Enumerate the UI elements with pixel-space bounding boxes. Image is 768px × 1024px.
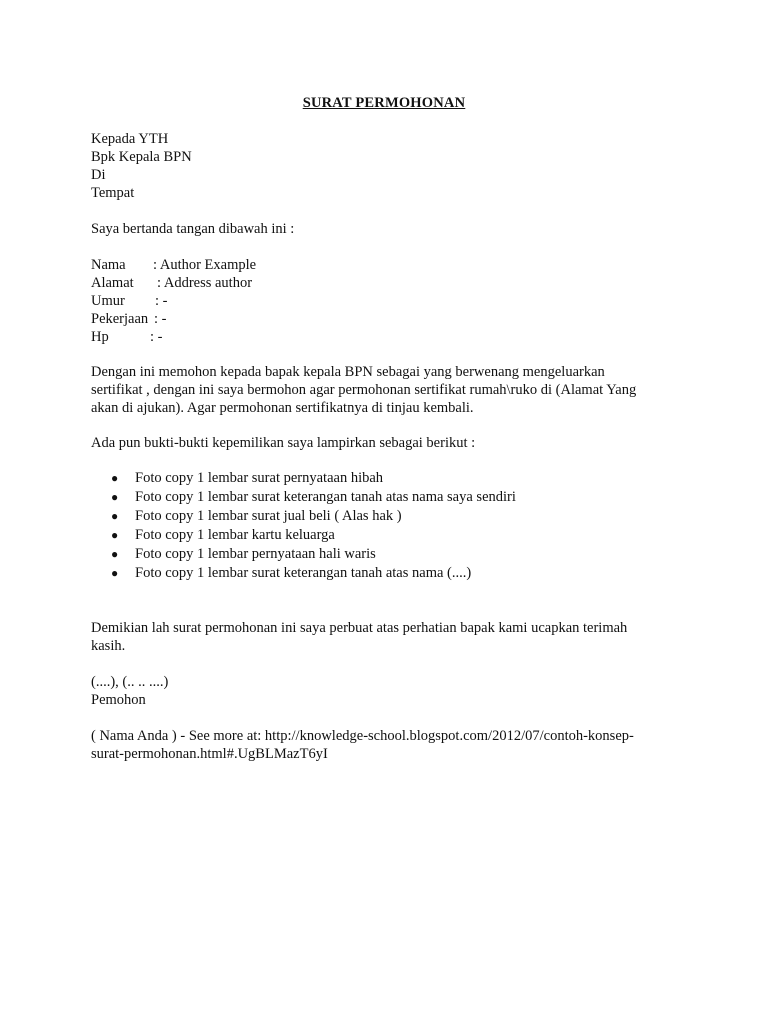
body-line: Dengan ini memohon kepada bapak kepala BPN sebagai yang berwenang mengeluarkan xyxy=(91,364,605,380)
signature-line: surat-permohonan.html#.UgBLMazT6yI xyxy=(91,746,328,762)
list-item xyxy=(91,488,651,507)
recipient-line: Bpk Kepala BPN xyxy=(91,149,192,165)
body-paragraph xyxy=(91,363,671,417)
field-value: : Address author xyxy=(157,275,253,291)
field-value: : Author Example xyxy=(153,257,257,273)
list-item-text: Foto copy 1 lembar surat pernyataan hibah xyxy=(135,470,384,486)
bullet-icon: ● xyxy=(111,566,119,580)
bullet-icon: ● xyxy=(111,471,119,485)
list-item xyxy=(91,526,651,545)
intro-line: Saya bertanda tangan dibawah ini : xyxy=(91,221,295,237)
closing-line: kasih. xyxy=(91,638,126,654)
field-hp xyxy=(91,328,671,346)
list-item-text: Foto copy 1 lembar kartu keluarga xyxy=(135,527,335,543)
bullet-icon: ● xyxy=(111,547,119,561)
list-item-text: Foto copy 1 lembar surat jual beli ( Alas hak ) xyxy=(135,508,402,524)
recipient-line: Kepada YTH xyxy=(91,131,169,147)
field-alamat xyxy=(91,274,671,292)
field-nama xyxy=(91,256,671,274)
recipient-block xyxy=(91,130,671,202)
bullet-icon: ● xyxy=(111,509,119,523)
recipient-line: Di xyxy=(91,167,106,183)
body-line: akan di ajukan). Agar permohonan sertifikatnya di tinjau kembali. xyxy=(91,400,474,416)
field-umur xyxy=(91,292,671,310)
body-line: sertifikat , dengan ini saya bermohon agar permohonan sertifikat rumah\ruko di (Alamat Yang xyxy=(91,382,637,398)
signature-line: ( Nama Anda ) - See more at: http://knowledge-school.blogspot.com/2012/07/contoh-konsep- xyxy=(91,728,634,744)
identity-fields xyxy=(91,256,671,346)
list-item xyxy=(91,564,651,583)
list-item-text: Foto copy 1 lembar pernyataan hali waris xyxy=(135,546,376,562)
field-value: : - xyxy=(155,293,168,309)
field-value: : - xyxy=(150,329,163,345)
closing-paragraph xyxy=(91,619,671,655)
field-label: Hp xyxy=(91,329,109,345)
list-item xyxy=(91,545,651,564)
field-label: Nama xyxy=(91,257,126,273)
recipient-line: Tempat xyxy=(91,185,135,201)
letter-title: SURAT PERMOHONAN xyxy=(302,95,466,111)
attachments-list xyxy=(91,469,651,583)
signature-block xyxy=(91,673,671,709)
attachments-intro-line: Ada pun bukti-bukti kepemilikan saya lampirkan sebagai berikut : xyxy=(91,435,476,451)
signer-role: Pemohon xyxy=(91,692,146,708)
field-value: : - xyxy=(154,311,167,327)
intro-text xyxy=(91,220,671,238)
attachments-intro xyxy=(91,434,671,452)
field-label: Umur xyxy=(91,293,125,309)
bullet-icon: ● xyxy=(111,528,119,542)
signature-name xyxy=(91,727,671,763)
list-item xyxy=(91,469,651,488)
field-label: Pekerjaan xyxy=(91,311,149,327)
bullet-icon: ● xyxy=(111,490,119,504)
list-item-text: Foto copy 1 lembar surat keterangan tanah atas nama (....) xyxy=(135,565,472,581)
place-date: (....), (.. .. ....) xyxy=(91,674,169,690)
field-pekerjaan xyxy=(91,310,671,328)
list-item xyxy=(91,507,651,526)
field-label: Alamat xyxy=(91,275,134,291)
closing-line: Demikian lah surat permohonan ini saya perbuat atas perhatian bapak kami ucapkan terimah xyxy=(91,620,628,636)
list-item-text: Foto copy 1 lembar surat keterangan tanah atas nama saya sendiri xyxy=(135,489,516,505)
